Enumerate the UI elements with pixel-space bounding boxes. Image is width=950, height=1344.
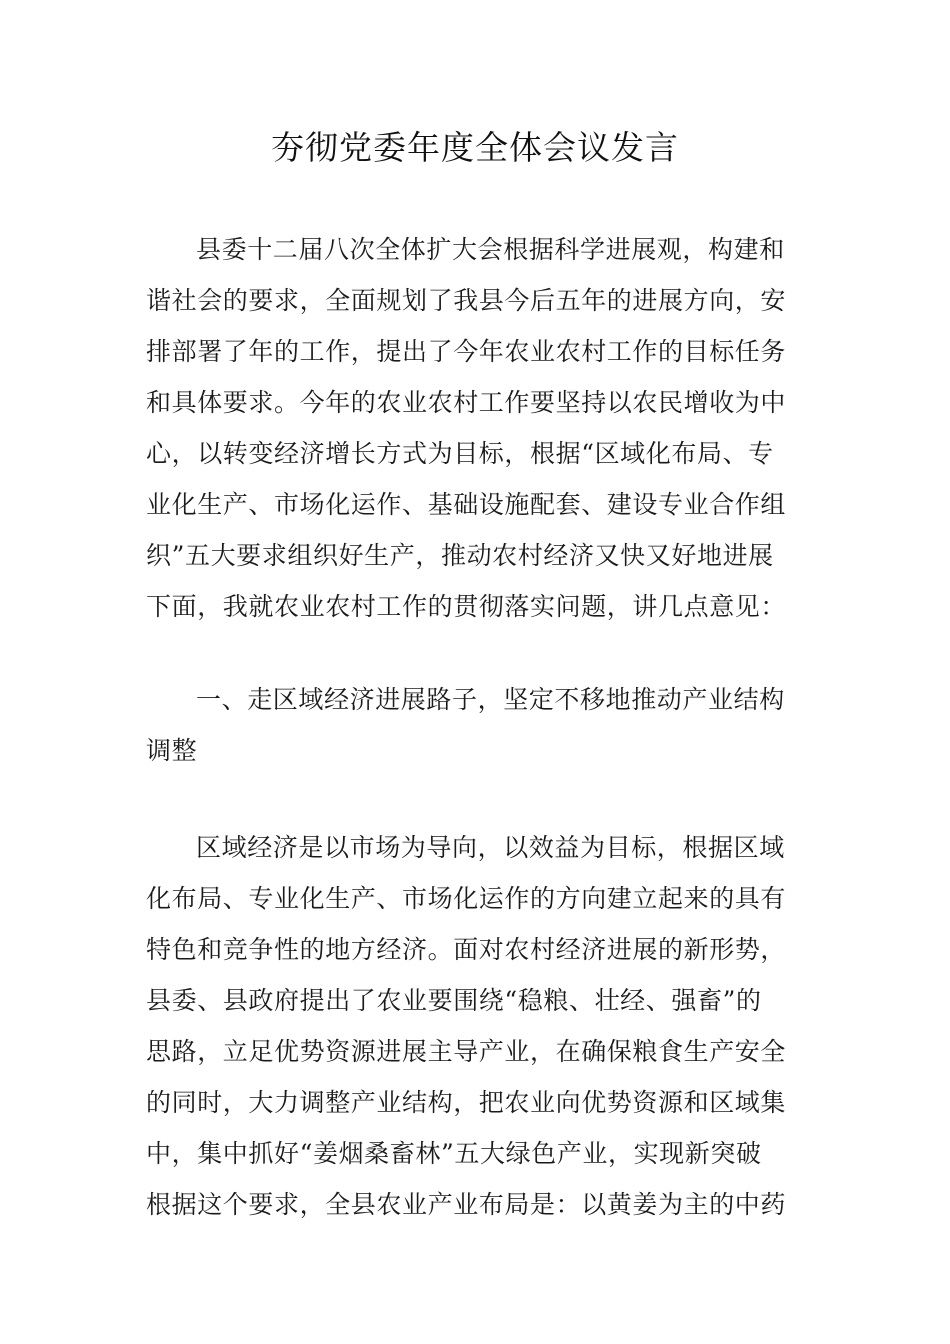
text-line: 业化生产、市场化运作、基础设施配套、建设专业合作组 bbox=[146, 490, 787, 519]
text-line: 根据这个要求，全县农业产业布局是：以黄姜为主的中药 bbox=[146, 1190, 787, 1219]
text-line: 县委十二届八次全体扩大会根据科学进展观，构建和 bbox=[196, 235, 785, 264]
text-line: 排部署了年的工作，提出了今年农业农村工作的目标任务 bbox=[146, 337, 787, 366]
section-heading-one bbox=[146, 674, 806, 776]
text-line: 中，集中抓好“姜烟桑畜林”五大绿色产业，实现新突破 bbox=[146, 1139, 762, 1168]
text-line: 县委、县政府提出了农业要围绕“稳粮、壮经、强畜”的 bbox=[146, 986, 762, 1015]
text-line: 和具体要求。今年的农业农村工作要坚持以农民增收为中 bbox=[146, 388, 787, 417]
text-line: 一、走区域经济进展路子，坚定不移地推动产业结构 bbox=[196, 685, 785, 714]
text-line: 调整 bbox=[146, 736, 198, 765]
text-line: 心，以转变经济增长方式为目标，根据“区域化布局、专 bbox=[146, 439, 774, 468]
paragraph-intro bbox=[146, 224, 806, 632]
paragraph-regional-economy bbox=[146, 822, 806, 1230]
document-title: 夯彻党委年度全体会议发言 bbox=[271, 128, 679, 167]
text-line: 特色和竞争性的地方经济。面对农村经济进展的新形势， bbox=[146, 935, 787, 964]
text-line: 区域经济是以市场为导向，以效益为目标，根据区域 bbox=[196, 833, 785, 862]
text-line: 织”五大要求组织好生产，推动农村经济又快又好地进展 bbox=[146, 541, 774, 570]
text-line: 谐社会的要求，全面规划了我县今后五年的进展方向，安 bbox=[146, 286, 787, 315]
text-line: 思路，立足优势资源进展主导产业，在确保粮食生产安全 bbox=[146, 1037, 787, 1066]
text-line: 的同时，大力调整产业结构，把农业向优势资源和区域集 bbox=[146, 1088, 787, 1117]
text-line: 下面，我就农业农村工作的贯彻落实问题，讲几点意见： bbox=[146, 592, 787, 621]
text-line: 化布局、专业化生产、市场化运作的方向建立起来的具有 bbox=[146, 884, 787, 913]
